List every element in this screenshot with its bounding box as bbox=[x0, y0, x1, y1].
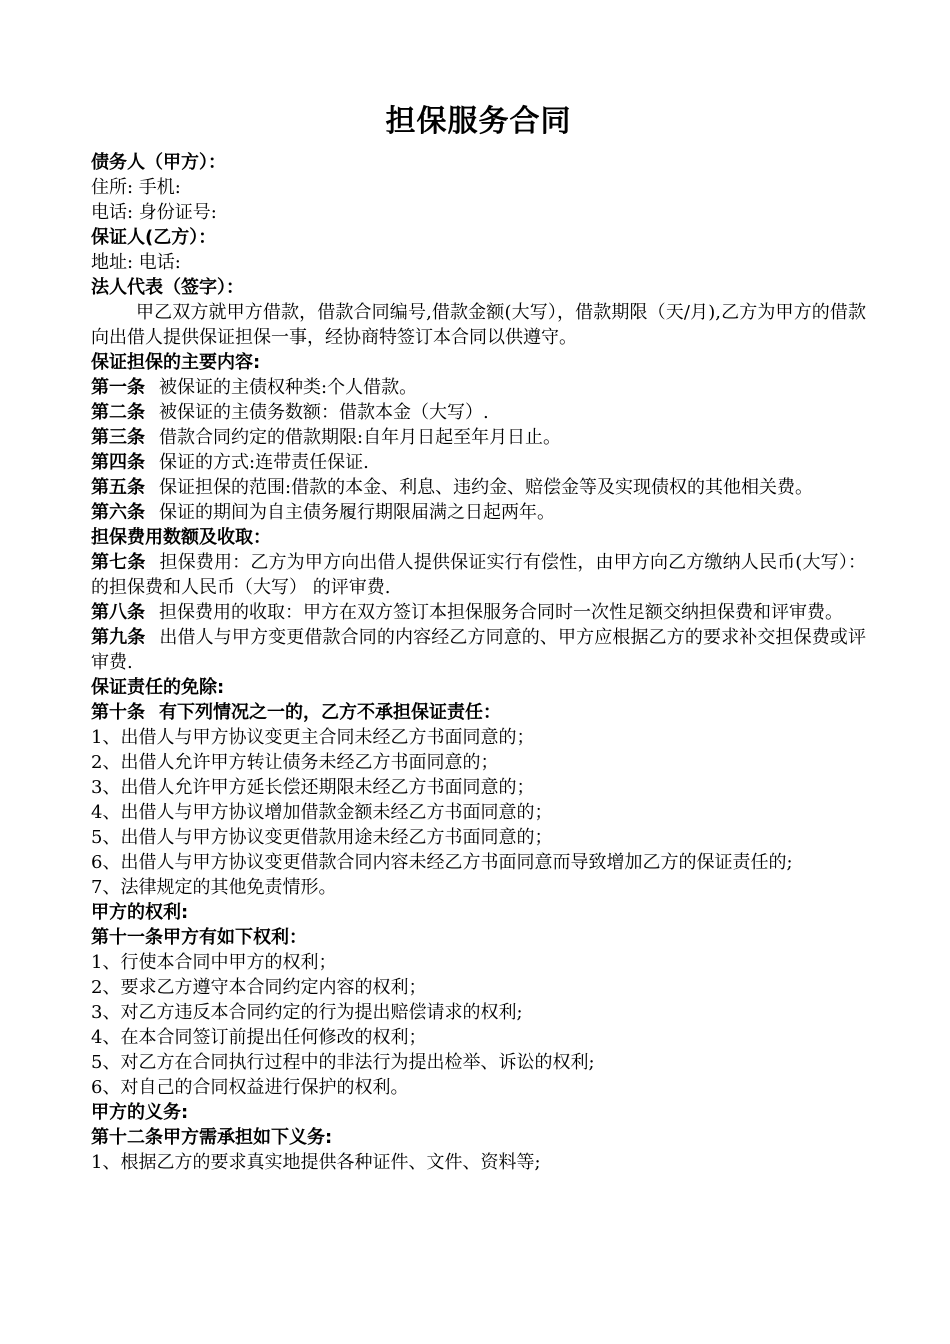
article-10 bbox=[91, 700, 866, 725]
party-a-heading: 债务人（甲方）： bbox=[91, 152, 226, 173]
article-number: 第五条 bbox=[91, 477, 145, 498]
article-4 bbox=[91, 450, 866, 475]
section-exemption: 保证责任的免除: bbox=[91, 677, 225, 698]
article-number: 第九条 bbox=[91, 627, 146, 648]
article-1 bbox=[91, 375, 866, 400]
document-title: 担保服务合同 bbox=[385, 104, 572, 139]
article-11: 第十一条甲方有如下权利： bbox=[91, 927, 307, 948]
legal-rep-line: 法人代表（签字）： bbox=[91, 277, 244, 298]
article-number: 第七条 bbox=[91, 552, 146, 573]
section-a-rights: 甲方的权利: bbox=[91, 902, 189, 923]
party-a-phone-line: 电话: 身份证号: bbox=[91, 202, 217, 223]
section-a-obligations: 甲方的义务: bbox=[91, 1102, 189, 1123]
article-text: 借款合同约定的借款期限:自年月日起至年月日止。 bbox=[159, 427, 562, 448]
exemption-item: 3、出借人允许甲方延长偿还期限未经乙方书面同意的； bbox=[91, 777, 535, 798]
article-6 bbox=[91, 500, 866, 525]
article-text: 有下列情况之一的，乙方不承担保证责任： bbox=[159, 702, 501, 723]
party-b-address-line: 地址: 电话: bbox=[91, 252, 181, 273]
exemption-item: 5、出借人与甲方协议变更借款用途未经乙方书面同意的； bbox=[91, 827, 553, 848]
article-number: 第四条 bbox=[91, 452, 145, 473]
article-8 bbox=[91, 600, 866, 625]
rights-item: 6、对自己的合同权益进行保护的权利。 bbox=[91, 1077, 409, 1098]
rights-item: 4、在本合同签订前提出任何修改的权利； bbox=[91, 1027, 427, 1048]
rights-item: 1、行使本合同中甲方的权利； bbox=[91, 952, 337, 973]
article-9 bbox=[91, 625, 866, 675]
exemption-item: 2、出借人允许甲方转让债务未经乙方书面同意的； bbox=[91, 752, 499, 773]
rights-item: 2、要求乙方遵守本合同约定内容的权利； bbox=[91, 977, 427, 998]
exemption-item: 1、出借人与甲方协议变更主合同未经乙方书面同意的； bbox=[91, 727, 535, 748]
contract-page bbox=[91, 100, 866, 1175]
party-a-address-line: 住所: 手机: bbox=[91, 177, 181, 198]
article-3 bbox=[91, 425, 866, 450]
article-text: 担保费用的收取：甲方在双方签订本担保服务合同时一次性足额交纳担保费和评审费。 bbox=[159, 602, 843, 623]
article-7 bbox=[91, 550, 866, 600]
section-fees: 担保费用数额及收取： bbox=[91, 527, 271, 548]
party-b-heading: 保证人(乙方）： bbox=[91, 227, 217, 248]
rights-item: 5、对乙方在合同执行过程中的非法行为提出检举、诉讼的权利; bbox=[91, 1052, 595, 1073]
article-text: 保证担保的范围:借款的本金、利息、违约金、赔偿金等及实现债权的其他相关费。 bbox=[159, 477, 814, 498]
article-number: 第二条 bbox=[91, 402, 145, 423]
obligation-item: 1、根据乙方的要求真实地提供各种证件、文件、资料等; bbox=[91, 1152, 541, 1173]
exemption-item: 6、出借人与甲方协议变更借款合同内容未经乙方书面同意而导致增加乙方的保证责任的; bbox=[91, 852, 793, 873]
article-12: 第十二条甲方需承担如下义务: bbox=[91, 1127, 333, 1148]
intro-paragraph: 甲乙双方就甲方借款，借款合同编号,借款金额(大写），借款期限（天/月),乙方为甲方的借款向出借人提供保证担保一事，经协商特签订本合同以供遵守。 bbox=[91, 302, 866, 348]
article-text: 担保费用：乙方为甲方向出借人提供保证实行有偿性，由甲方向乙方缴纳人民币(大写）： 的担保费和人民币（大写） 的评审费. bbox=[91, 552, 866, 598]
article-text: 被保证的主债务数额：借款本金（大写）. bbox=[159, 402, 489, 423]
article-number: 第六条 bbox=[91, 502, 145, 523]
article-2 bbox=[91, 400, 866, 425]
section-main-content: 保证担保的主要内容: bbox=[91, 352, 261, 373]
article-number: 第十条 bbox=[91, 702, 145, 723]
article-number: 第一条 bbox=[91, 377, 145, 398]
article-text: 被保证的主债权种类:个人借款。 bbox=[159, 377, 418, 398]
exemption-item: 7、法律规定的其他免责情形。 bbox=[91, 877, 337, 898]
article-text: 保证的方式:连带责任保证. bbox=[159, 452, 369, 473]
article-5 bbox=[91, 475, 866, 500]
article-text: 保证的期间为自主债务履行期限届满之日起两年。 bbox=[159, 502, 555, 523]
article-number: 第三条 bbox=[91, 427, 145, 448]
rights-item: 3、对乙方违反本合同约定的行为提出赔偿请求的权利; bbox=[91, 1002, 523, 1023]
article-number: 第八条 bbox=[91, 602, 145, 623]
article-text: 出借人与甲方变更借款合同的内容经乙方同意的、甲方应根据乙方的要求补交担保费或评审费. bbox=[91, 627, 867, 673]
exemption-item: 4、出借人与甲方协议增加借款金额未经乙方书面同意的； bbox=[91, 802, 553, 823]
